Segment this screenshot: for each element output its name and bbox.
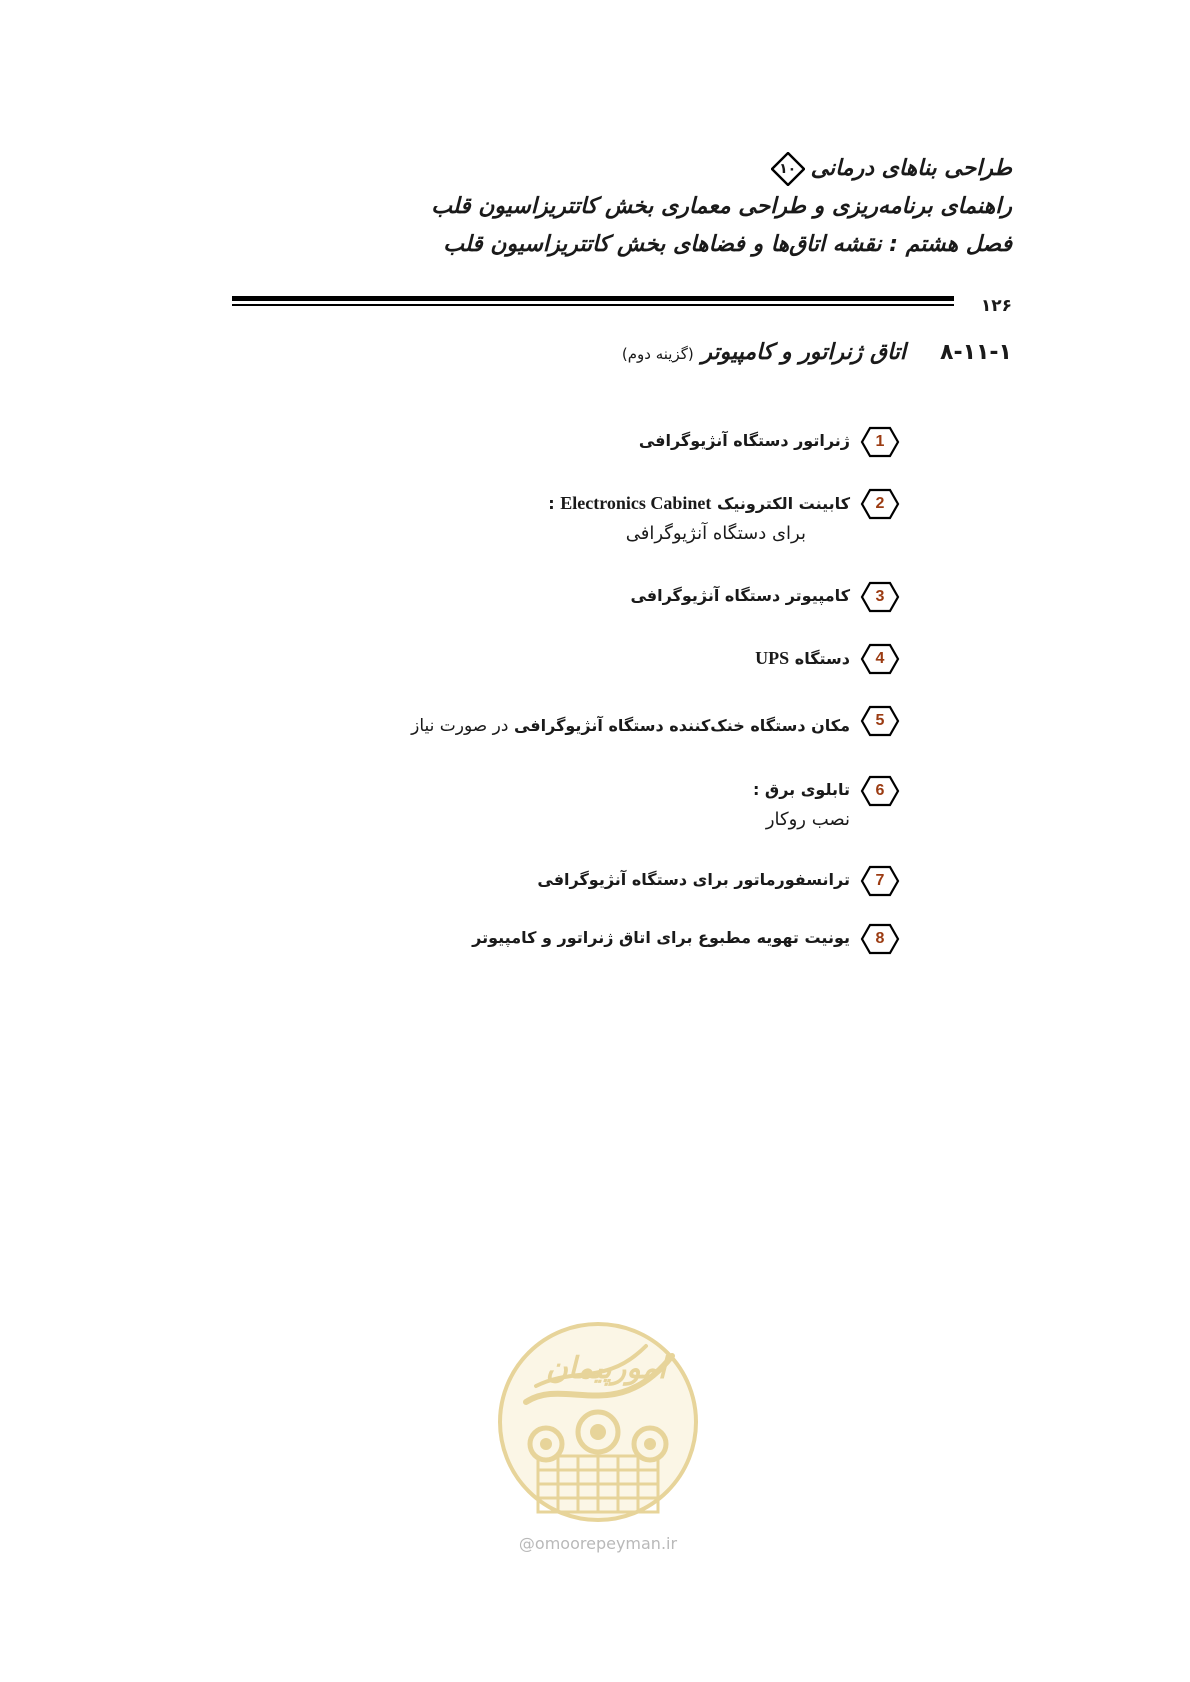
section-title (622, 340, 906, 365)
badge-number: 7 (875, 872, 885, 889)
badge-number: 5 (875, 712, 885, 729)
badge-number: 2 (875, 495, 885, 512)
header-line-3: فصل هشتم : نقشه اتاق‌ها و فضاهای بخش کاتتریزاسیون قلب (443, 232, 1012, 257)
section-number: ۸-۱۱-۱ (940, 340, 1012, 365)
chapter-header (392, 150, 1012, 264)
legend-item-subtext: برای دستگاه آنژیوگرافی (625, 523, 806, 544)
legend-item-plain: در صورت نیاز (411, 716, 509, 736)
legend-item-text: دستگاه (794, 649, 850, 668)
hexagon-number-badge (860, 923, 900, 955)
hexagon-number-badge (860, 426, 900, 458)
legend-item-latin: Electronics Cabinet (560, 493, 712, 513)
legend-item-text: تابلوی برق : (752, 780, 850, 799)
legend-item-2 (200, 490, 900, 551)
legend-item-text: کامپیوتر دستگاه آنژیوگرافی (630, 586, 850, 605)
legend-item-8 (200, 925, 900, 961)
legend-item-4 (200, 645, 900, 681)
hexagon-number-badge (860, 705, 900, 737)
badge-number: 6 (875, 782, 885, 799)
hexagon-number-badge (860, 643, 900, 675)
badge-number: 3 (875, 588, 885, 605)
watermark-emblem-icon (496, 1316, 700, 1528)
legend-item-text: یونیت تهویه مطبوع برای اتاق ژنراتور و کامپیوتر (472, 928, 850, 947)
legend-item-1 (200, 428, 900, 464)
badge-number: 1 (875, 433, 885, 450)
legend-item-5 (200, 707, 900, 743)
badge-number: 8 (875, 930, 885, 947)
rule-thin-line (232, 304, 954, 306)
header-line-1 (392, 150, 1012, 188)
section-heading (622, 340, 1012, 365)
legend-item-text: ترانسفورماتور برای دستگاه آنژیوگرافی (537, 870, 850, 889)
section-title-text: اتاق ژنراتور و کامپیوتر (701, 340, 907, 365)
watermark-logo-text: امورپیمان (545, 1351, 667, 1386)
section-subtitle: (گزینه دوم) (621, 345, 694, 363)
hexagon-number-badge (860, 488, 900, 520)
legend-item-text: کابینت الکترونیک (716, 494, 850, 513)
legend-item-7 (200, 867, 900, 903)
legend-item-text: ژنراتور دستگاه آنژیوگرافی (638, 431, 850, 450)
volume-diamond-badge (771, 152, 805, 186)
legend-item-latin: UPS (755, 648, 790, 668)
rule-thick-line (232, 296, 954, 301)
legend-item-text: مکان دستگاه خنک‌کننده دستگاه آنژیوگرافی (513, 716, 850, 735)
watermark-logo (496, 1316, 700, 1566)
page-number: ۱۲۶ (975, 296, 1012, 316)
watermark-url: @omoorepeyman.ir (518, 1534, 678, 1553)
header-line-2: راهنمای برنامه‌ریزی و طراحی معماری بخش کاتتریزاسیون قلب (431, 194, 1012, 219)
hexagon-number-badge (860, 865, 900, 897)
hexagon-number-badge (860, 581, 900, 613)
legend-item-subtext: نصب روکار (765, 809, 850, 830)
legend-item-suffix: : (548, 494, 555, 513)
header-book-title: طراحی بناهای درمانی (810, 156, 1012, 181)
legend-item-6 (200, 777, 900, 837)
volume-number: ۱۰ (779, 161, 797, 177)
badge-number: 4 (875, 650, 885, 667)
hexagon-number-badge (860, 775, 900, 807)
header-rule (232, 296, 954, 316)
legend-item-3 (200, 583, 900, 619)
legend-list (200, 428, 900, 961)
